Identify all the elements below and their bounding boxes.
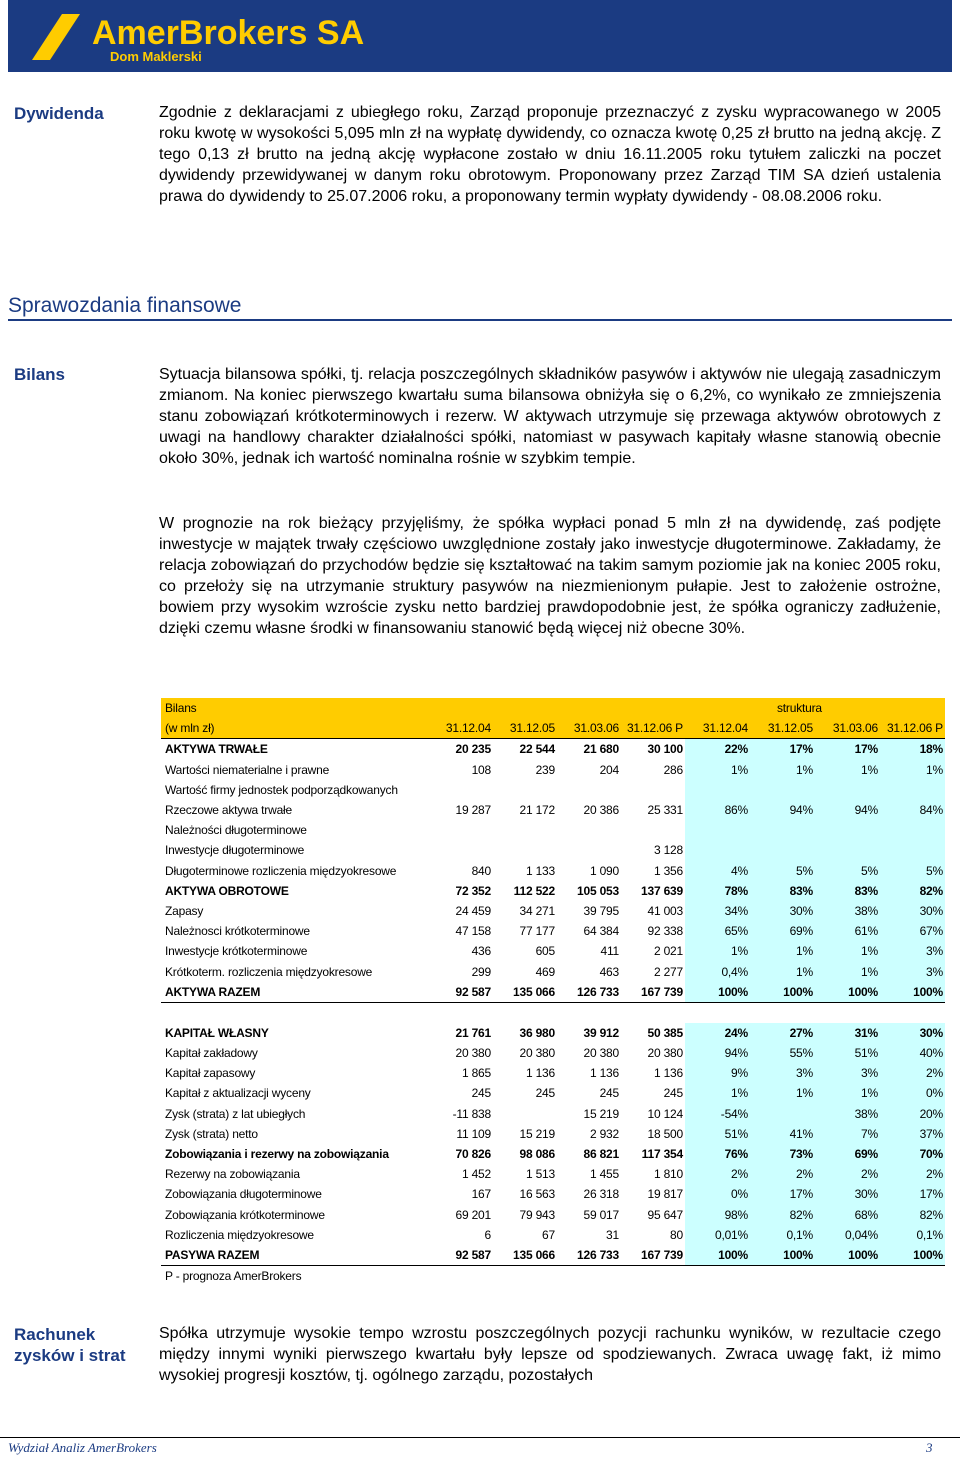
value-cell: 98 086 [519,1147,555,1162]
table-row [161,941,945,961]
structure-cell: 76% [685,1144,750,1164]
value-cell: 92 587 [429,1245,493,1266]
structure-cell: 5% [750,861,815,881]
value-cell: 39 912 [583,1025,619,1040]
value-cell: 11 109 [456,1126,491,1141]
table-row [161,1164,945,1184]
value-cell: 50 385 [647,1025,683,1040]
structure-cell: 40% [880,1043,945,1063]
structure-cell: 1% [750,941,815,961]
value-cell: 22 544 [519,742,555,757]
structure-cell: 0% [880,1083,945,1103]
table-row [161,840,945,860]
table-row [161,760,945,780]
value-cell: 21 761 [455,1025,491,1040]
table-row [161,982,945,1003]
structure-cell: 100% [815,1245,880,1266]
table-row [161,820,945,840]
value-cell: 840 [471,863,491,878]
structure-cell: 100% [750,1245,815,1266]
value-cell: 126 733 [557,1245,621,1266]
structure-cell: 0,04% [815,1225,880,1245]
value-cell: 19 287 [455,803,491,818]
structure-cell: 17% [815,739,880,760]
value-cell [493,1104,557,1124]
value-cell: 59 017 [583,1207,619,1222]
value-cell: 30 100 [647,742,683,757]
row-label: Długoterminowe rozliczenia międzyokresowe [165,863,397,878]
value-cell: 20 386 [583,803,619,818]
structure-cell: 5% [815,861,880,881]
row-label: AKTYWA OBROTOWE [165,883,289,898]
structure-cell: -54% [685,1104,750,1124]
structure-cell: 83% [750,881,815,901]
structure-cell: 27% [750,1023,815,1043]
row-label: Rezerwy na zobowiązania [165,1167,300,1182]
structure-cell: 7% [815,1124,880,1144]
value-cell: 67 [542,1227,555,1242]
value-cell: 3 128 [653,843,683,858]
svg-text:AmerBrokers SA: AmerBrokers SA [92,14,365,52]
value-cell: 167 [471,1187,491,1202]
structure-cell: 1% [685,1083,750,1103]
structure-cell [685,780,750,800]
structure-cell [685,820,750,840]
structure-cell: 68% [815,1205,880,1225]
value-cell: 19 817 [647,1187,683,1202]
value-cell: 245 [663,1086,683,1101]
row-label: Zysk (strata) netto [165,1126,258,1141]
value-cell: 2 277 [653,964,683,979]
structure-cell: 31% [815,1023,880,1043]
structure-cell: 70% [880,1144,945,1164]
structure-cell: 100% [815,982,880,1003]
structure-cell: 73% [750,1144,815,1164]
structure-cell: 22% [685,739,750,760]
structure-cell: 38% [815,1104,880,1124]
column-header: 31.03.06 [815,718,880,739]
section-title: Sprawozdania finansowe [8,294,242,317]
structure-cell: 78% [685,881,750,901]
row-label: Rozliczenia międzyokresowe [165,1227,314,1242]
structure-cell: 1% [750,760,815,780]
structure-cell [750,1104,815,1124]
structure-cell: 2% [880,1164,945,1184]
table-row [161,1184,945,1204]
value-cell: 1 136 [653,1066,683,1081]
value-cell: 39 795 [583,903,619,918]
table-row [161,739,945,760]
value-cell: 86 821 [583,1147,619,1162]
value-cell: 1 452 [461,1167,491,1182]
value-cell: 6 [484,1227,491,1242]
table-row [161,1124,945,1144]
income-text: Spółka utrzymuje wysokie tempo wzrostu poszczególnych pozycji rachunku wyników, w rezultacie czego między innymi wyniki pierwszego kwartału były lepsze od spodziewanych. Zwraca uwagę fakt, iż mimo wysokiej progresji kosztów, tj. ogólnego zarządu, pozostałych [159,1325,941,1384]
value-cell [557,840,621,860]
table-row [161,901,945,921]
value-cell: 18 500 [647,1126,683,1141]
value-cell: 16 563 [519,1187,555,1202]
value-cell: 135 066 [493,982,557,1003]
table-row [161,1104,945,1124]
structure-cell: 94% [685,1043,750,1063]
value-cell: 25 331 [647,803,683,818]
table-row [161,1023,945,1043]
table-row [161,800,945,820]
structure-cell: 94% [750,800,815,820]
structure-cell: 65% [685,921,750,941]
balance-paragraph-2: W prognozie na rok bieżący przyjęliśmy, że spółka wypłaci ponad 5 mln zł na dywidendę, zaś podjęte inwestycje w majątek trwały częściowo uwzględnione zostały jako inwestycje długoterminowe. Zakładamy, że relacja zobowiązań do przychodów będzie się kształtować na takim samym poziomie jak na koniec 2005 roku, co przełoży się na utrzymanie struktury pasywów na niezmienionym pułapie. Jest to założenie ostrożne, bowiem przy wysokim wzroście zysku netto bardziej prawdopodobnie jest, że spółka ograniczy zadłużenie, dzięki czemu własne środki w finansowaniu stanowić będą więcej niż obecne 30%. [159,515,941,637]
value-cell: 167 739 [621,982,685,1003]
structure-cell [880,780,945,800]
value-cell: 36 980 [519,1025,555,1040]
value-cell: 1 513 [525,1167,555,1182]
value-cell [557,820,621,840]
table-row [161,861,945,881]
value-cell: 436 [471,944,491,959]
table-title-row [161,698,945,718]
value-cell: 1 136 [525,1066,555,1081]
value-cell: 15 219 [583,1106,619,1121]
table-header-row [161,718,945,739]
structure-cell: 0% [685,1184,750,1204]
svg-text:Dom Maklerski: Dom Maklerski [110,49,202,64]
value-cell [621,820,685,840]
value-cell [557,780,621,800]
structure-cell: 84% [880,800,945,820]
row-label: Wartości niematerialne i prawne [165,762,330,777]
value-cell: 20 380 [583,1046,619,1061]
row-label: Zapasy [165,903,204,918]
value-cell: 41 003 [647,903,683,918]
table-row [161,881,945,901]
structure-cell: 0,1% [880,1225,945,1245]
unit-label: (w mln zł) [161,718,429,739]
structure-cell [750,820,815,840]
row-label: Kapitał zapasowy [165,1066,256,1081]
table-row [161,961,945,981]
value-cell: 286 [663,762,683,777]
table-note: P - prognoza AmerBrokers [165,1269,302,1284]
structure-cell: 0,1% [750,1225,815,1245]
table-spacer-row [161,1002,945,1023]
value-cell: 47 158 [455,924,491,939]
dividend-text: Zgodnie z deklaracjami z ubiegłego roku, Zarząd proponuje przeznaczyć z zysku wypracowanego w 2005 roku kwotę w wysokości 5,095 mln zł na wypłatę dywidendy, co oznacza kwotę 0,25 zł brutto na jedną akcję. Z tego 0,13 zł brutto na jedną akcję wypłacone zostało w dniu 16.11.2005 roku tytułem zaliczki na poczet dywidendy przewidywanej w danym roku obrotowym. Proponowany przez Zarząd TIM SA dzień ustalenia prawa do dywidendy to 25.07.2006 roku, a proponowany termin wypłaty dywidendy - 08.08.2006 roku. [159,104,941,205]
value-cell: 2 932 [589,1126,619,1141]
structure-cell: 3% [880,941,945,961]
value-cell: 92 587 [429,982,493,1003]
section-divider [8,319,952,321]
value-cell: 69 201 [455,1207,491,1222]
structure-cell: 1% [815,760,880,780]
value-cell: 245 [599,1086,619,1101]
structure-cell: 86% [685,800,750,820]
value-cell: 10 124 [647,1106,683,1121]
value-cell: 70 826 [455,1147,491,1162]
structure-cell: 17% [750,1184,815,1204]
value-cell: 20 380 [519,1046,555,1061]
table-row [161,1043,945,1063]
structure-cell: 20% [880,1104,945,1124]
value-cell: 204 [599,762,619,777]
structure-cell: 2% [880,1063,945,1083]
value-cell: 80 [670,1227,683,1242]
value-cell: 1 090 [589,863,619,878]
column-header: 31.12.05 [493,718,557,739]
row-label: AKTYWA RAZEM [161,982,429,1003]
structure-cell: 37% [880,1124,945,1144]
value-cell: 299 [471,964,491,979]
row-label: Rzeczowe aktywa trwałe [165,803,292,818]
structure-cell: 5% [880,861,945,881]
structure-cell: 1% [685,941,750,961]
structure-cell: 100% [880,1245,945,1266]
structure-cell: 30% [880,1023,945,1043]
structure-cell: 0,4% [685,961,750,981]
row-label: Należnosci krótkoterminowe [165,924,310,939]
row-label: Krótkoterm. rozliczenia międzyokresowe [165,964,373,979]
value-cell [429,820,493,840]
structure-cell: 3% [880,961,945,981]
value-cell [429,780,493,800]
structure-cell: 100% [750,982,815,1003]
value-cell: 1 810 [653,1167,683,1182]
structure-cell [685,840,750,860]
structure-cell: 2% [685,1164,750,1184]
value-cell: 245 [471,1086,491,1101]
page-number: 3 [926,1440,933,1455]
structure-cell: 1% [880,760,945,780]
value-cell: 605 [535,944,555,959]
value-cell: 77 177 [519,924,555,939]
structure-cell: 69% [750,921,815,941]
amerbrokers-logo [30,10,470,64]
structure-cell: 1% [815,941,880,961]
table-row [161,1144,945,1164]
value-cell: 1 455 [589,1167,619,1182]
value-cell: 239 [535,762,555,777]
structure-cell: 1% [750,961,815,981]
value-cell: 34 271 [519,903,555,918]
structure-cell: 100% [685,982,750,1003]
column-header: 31.12.04 [685,718,750,739]
row-label: Zysk (strata) z lat ubiegłych [165,1106,306,1121]
row-label: Zobowiązania krótkoterminowe [165,1207,325,1222]
value-cell: 2 021 [653,944,683,959]
value-cell: 79 943 [519,1207,555,1222]
structure-cell [750,840,815,860]
structure-cell: 1% [815,961,880,981]
value-cell: 95 647 [647,1207,683,1222]
column-header: 31.12.06 P [621,718,685,739]
structure-cell: 30% [815,1184,880,1204]
structure-cell: 67% [880,921,945,941]
structure-cell: 38% [815,901,880,921]
structure-cell: 69% [815,1144,880,1164]
table-row [161,780,945,800]
row-label: Zobowiązania długoterminowe [165,1187,322,1202]
structure-label: struktura [685,698,945,718]
row-label: Inwestycje krótkoterminowe [165,944,308,959]
value-cell [429,840,493,860]
row-label: Inwestycje długoterminowe [165,843,305,858]
structure-cell [815,840,880,860]
row-label: Zobowiązania i rezerwy na zobowiązania [165,1147,389,1162]
value-cell: 135 066 [493,1245,557,1266]
structure-cell: 1% [685,760,750,780]
structure-cell: 100% [685,1245,750,1266]
value-cell: 245 [535,1086,555,1101]
footer-divider [0,1437,960,1438]
income-label: Rachunek zysków i strat [14,1325,126,1365]
header-banner [8,0,952,72]
value-cell: 411 [600,944,619,959]
structure-cell: 61% [815,921,880,941]
structure-cell: 1% [815,1083,880,1103]
value-cell: 469 [535,964,555,979]
structure-cell: 94% [815,800,880,820]
column-header: 31.12.06 P [880,718,945,739]
balance-table [161,698,945,1286]
structure-cell: 100% [880,982,945,1003]
structure-cell [815,820,880,840]
value-cell: 20 380 [455,1046,491,1061]
value-cell: 1 356 [653,863,683,878]
row-label: Kapitał z aktualizacji wyceny [165,1086,311,1101]
row-label: Wartość firmy jednostek podporządkowanych [165,782,398,797]
structure-cell [880,820,945,840]
value-cell: 20 235 [455,742,491,757]
row-label: KAPITAŁ WŁASNY [165,1025,269,1040]
structure-cell: 17% [880,1184,945,1204]
value-cell: 108 [471,762,491,777]
structure-cell: 34% [685,901,750,921]
value-cell: 20 380 [647,1046,683,1061]
column-header: 31.12.04 [429,718,493,739]
row-label: AKTYWA TRWAŁE [165,742,268,757]
balance-label: Bilans [14,365,66,384]
structure-cell: 82% [880,881,945,901]
value-cell: 31 [606,1227,619,1242]
table-row [161,921,945,941]
column-header: 31.12.05 [750,718,815,739]
value-cell: 463 [599,964,619,979]
value-cell: 1 136 [589,1066,619,1081]
structure-cell: 30% [880,901,945,921]
structure-cell [815,780,880,800]
structure-cell: 9% [685,1063,750,1083]
value-cell: 21 680 [583,742,619,757]
structure-cell: 3% [750,1063,815,1083]
table-row [161,1205,945,1225]
value-cell: 72 352 [455,883,491,898]
dividend-label: Dywidenda [14,104,104,123]
value-cell [493,820,557,840]
structure-cell: 24% [685,1023,750,1043]
structure-cell: 41% [750,1124,815,1144]
table-title: Bilans [161,698,429,718]
value-cell: 15 219 [519,1126,555,1141]
structure-cell: 51% [815,1043,880,1063]
structure-cell: 4% [685,861,750,881]
structure-cell: 83% [815,881,880,901]
value-cell: -11 838 [452,1106,491,1121]
value-cell: 64 384 [583,924,619,939]
structure-cell [750,780,815,800]
table-row [161,1083,945,1103]
footer-department: Wydział Analiz AmerBrokers [8,1440,157,1455]
structure-cell [880,840,945,860]
value-cell: 92 338 [647,924,683,939]
value-cell: 112 522 [513,883,555,898]
structure-cell: 51% [685,1124,750,1144]
structure-cell: 0,01% [685,1225,750,1245]
structure-cell: 2% [750,1164,815,1184]
value-cell: 126 733 [557,982,621,1003]
structure-cell: 2% [815,1164,880,1184]
value-cell: 167 739 [621,1245,685,1266]
value-cell: 26 318 [583,1187,619,1202]
value-cell: 1 865 [461,1066,491,1081]
structure-cell: 1% [750,1083,815,1103]
value-cell: 105 053 [577,883,619,898]
structure-cell: 82% [880,1205,945,1225]
structure-cell: 98% [685,1205,750,1225]
structure-cell: 55% [750,1043,815,1063]
value-cell: 137 639 [641,883,683,898]
table-row [161,1225,945,1245]
value-cell: 24 459 [455,903,491,918]
row-label: Kapitał zakładowy [165,1046,258,1061]
value-cell [493,780,557,800]
column-header: 31.03.06 [557,718,621,739]
row-label: PASYWA RAZEM [161,1245,429,1266]
table-row [161,1245,945,1266]
structure-cell: 18% [880,739,945,760]
value-cell [493,840,557,860]
value-cell: 1 133 [525,863,555,878]
structure-cell: 30% [750,901,815,921]
value-cell: 117 354 [641,1147,683,1162]
row-label: Należności długoterminowe [165,823,307,838]
table-note-row [161,1266,945,1287]
table-row [161,1063,945,1083]
structure-cell: 17% [750,739,815,760]
balance-paragraph-1: Sytuacja bilansowa spółki, tj. relacja poszczególnych składników pasywów i aktywów nie ulegają zasadniczym zmianom. Na koniec pierwszego kwartału suma bilansowa obniżyła się o 6,2%, co wynikało ze zmniejszenia stanu zobowiązań krótkoterminowych i rezerw. W aktywach utrzymuje się przewaga aktywów obrotowych z uwagi na handlowy charakter działalności spółki, natomiast w pasywach kapitały własne stanowią obecnie około 30%, jednak ich wartość nominalna rośnie w szybkim tempie. [159,366,941,467]
value-cell [621,780,685,800]
structure-cell: 3% [815,1063,880,1083]
value-cell: 21 172 [519,803,555,818]
structure-cell: 82% [750,1205,815,1225]
